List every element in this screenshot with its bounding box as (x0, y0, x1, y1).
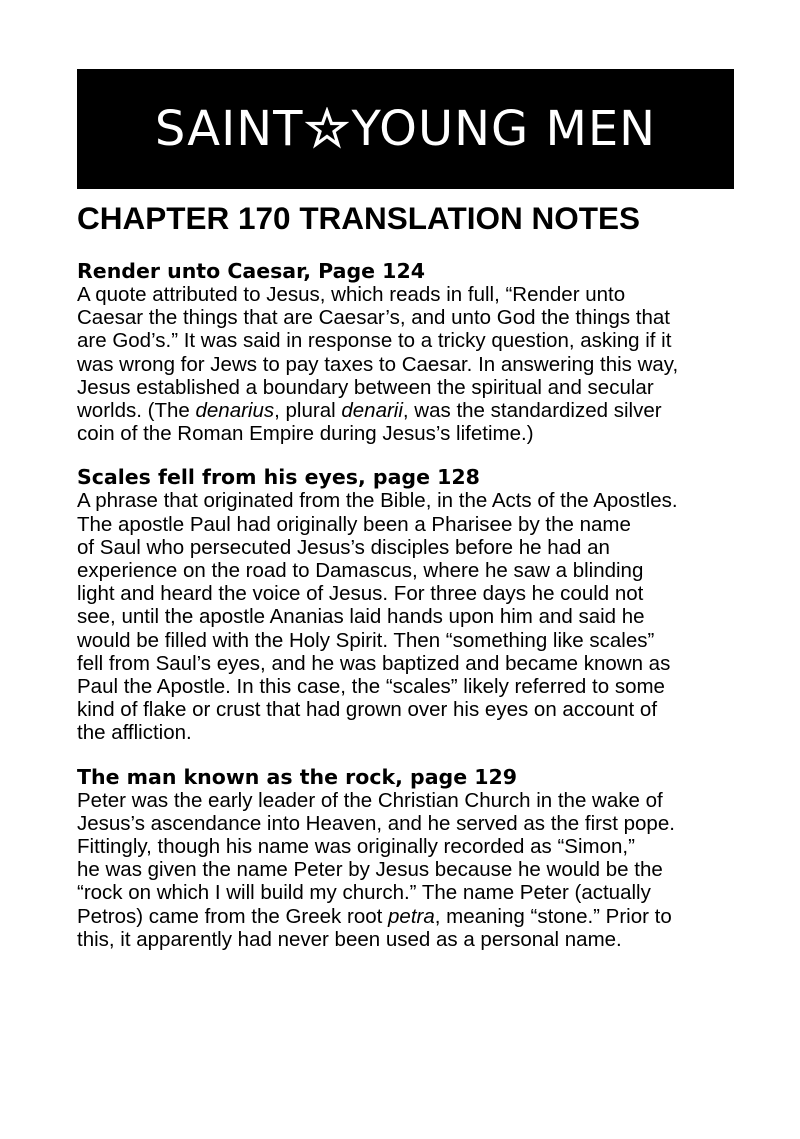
star-outline-icon (305, 107, 349, 151)
note-line: Caesar the things that are Caesar’s, and unto God the things that (77, 306, 670, 330)
banner-text-left: SAINT (154, 101, 304, 157)
note-heading: Render unto Caesar, Page 124 (77, 259, 425, 283)
note-scales-fell (77, 465, 749, 744)
banner-logo (155, 101, 656, 157)
text-segment: , meaning “stone.” Prior to (434, 904, 672, 928)
note-line: A phrase that originated from the Bible, in the Acts of the Apostles. (77, 489, 678, 513)
note-line: are God’s.” It was said in response to a tricky question, asking if it (77, 329, 672, 353)
note-line: Fittingly, though his name was originally recorded as “Simon,” (77, 835, 635, 859)
notes-list (77, 259, 749, 971)
note-line: Jesus’s ascendance into Heaven, and he served as the first pope. (77, 811, 675, 835)
text-segment: , plural (274, 399, 342, 423)
italic-term: denarii (341, 399, 403, 423)
note-line: coin of the Roman Empire during Jesus’s lifetime.) (77, 422, 534, 446)
note-line: see, until the apostle Ananias laid hands upon him and said he (77, 605, 645, 629)
note-body (77, 789, 749, 951)
note-line: the affliction. (77, 721, 192, 745)
note-line: this, it apparently had never been used as a personal name. (77, 927, 622, 951)
note-line: was wrong for Jews to pay taxes to Caesar. In answering this way, (77, 352, 679, 376)
note-line: of Saul who persecuted Jesus’s disciples before he had an (77, 535, 610, 559)
note-line: Jesus established a boundary between the spiritual and secular (77, 375, 654, 399)
note-line (77, 399, 749, 422)
text-segment: Petros) came from the Greek root (77, 904, 389, 928)
note-heading: The man known as the rock, page 129 (77, 764, 518, 789)
note-line (77, 905, 749, 928)
note-line: Paul the Apostle. In this case, the “scales” likely referred to some (77, 675, 665, 699)
note-line: fell from Saul’s eyes, and he was baptized and became known as (77, 651, 671, 675)
note-line: he was given the name Peter by Jesus because he would be the (77, 858, 663, 882)
note-line: The apostle Paul had originally been a Pharisee by the name (77, 512, 631, 536)
note-body (77, 283, 749, 445)
note-line: light and heard the voice of Jesus. For three days he could not (77, 582, 644, 606)
note-body (77, 489, 749, 744)
note-line: “rock on which I will build my church.” The name Peter (actually (77, 881, 651, 905)
note-heading: Scales fell from his eyes, page 128 (77, 465, 480, 490)
title-banner (77, 69, 734, 189)
text-segment: worlds. (The (77, 399, 196, 423)
italic-term: denarius (195, 399, 275, 423)
banner-text-right: YOUNG MEN (351, 101, 657, 157)
note-man-known-as-rock (77, 765, 749, 951)
note-line: experience on the road to Damascus, where he saw a blinding (77, 559, 644, 583)
text-segment: , was the standardized silver (402, 399, 662, 423)
italic-term: petra (388, 904, 435, 928)
note-line: A quote attributed to Jesus, which reads in full, “Render unto (77, 283, 626, 306)
page-title: CHAPTER 170 TRANSLATION NOTES (77, 200, 640, 236)
note-line: would be filled with the Holy Spirit. Then “something like scales” (77, 628, 655, 652)
note-line: kind of flake or crust that had grown over his eyes on account of (77, 698, 658, 722)
note-render-unto-caesar (77, 259, 749, 445)
note-line: Peter was the early leader of the Christian Church in the wake of (77, 788, 663, 812)
